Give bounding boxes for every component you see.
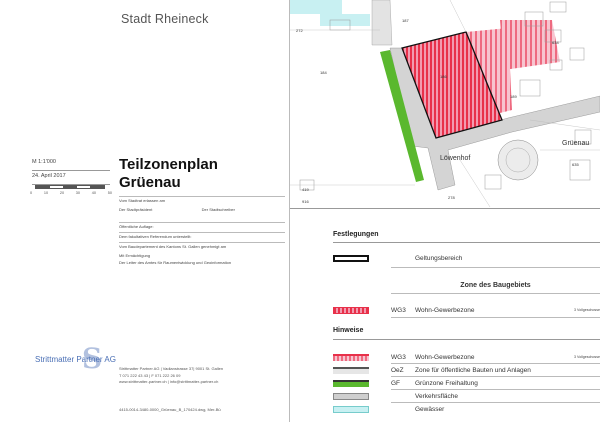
scale-bar (35, 185, 105, 189)
legend-note: 3 Vollgeschosse (574, 355, 600, 359)
plan-title (119, 156, 218, 192)
zone-code: WG3 (391, 306, 406, 314)
map-label-parcel: 278 (448, 195, 455, 200)
legend-item-oez (333, 365, 600, 375)
divider (391, 389, 600, 390)
map-label-parcel: 186 (440, 74, 447, 79)
scale-tick: 10 (43, 191, 49, 195)
company-logo-mark: S (82, 342, 103, 375)
zone-code: GF (391, 379, 401, 387)
map-label-parcel: 184 (320, 70, 327, 75)
company-line: Strittmatter Partner AG | Vadianstrasse 37| 9001 St. Gallen (119, 366, 224, 371)
company-line: www.strittmatter-partner.ch | info@strittmatter-partner.ch (119, 379, 219, 384)
sig-row (119, 242, 285, 252)
divider (333, 242, 600, 243)
legend-item-gewaesser (333, 404, 600, 414)
map-label-parcel: 187 (402, 18, 409, 23)
traffic-symbol (333, 393, 369, 400)
legend-item-hinweis-wg3 (333, 352, 600, 362)
scale-info (32, 157, 110, 185)
scale-ticks (30, 191, 112, 195)
company-logo: Strittmatter Partner AG (35, 355, 116, 364)
divider (391, 376, 600, 377)
scale-tick: 0 (30, 191, 33, 195)
gf-symbol (333, 380, 369, 387)
sig-row (119, 252, 285, 259)
sig-label: Vom Stadtrat erlassen am (119, 198, 166, 203)
divider (391, 293, 600, 294)
sig-label: Der Leiter des Amtes für Raumentwicklung und Geoinformation (119, 260, 232, 265)
sig-row (119, 206, 285, 216)
legend-label: Wohn-Gewerbezone (415, 306, 475, 314)
map-label-parcel: 635 (572, 162, 579, 167)
oez-symbol (333, 367, 369, 374)
map-label-parcel: 634 (552, 40, 559, 45)
scale-tick: 20 (59, 191, 65, 195)
legend-item-verkehr (333, 391, 600, 401)
plan-content (290, 0, 600, 422)
zone-code: WG3 (391, 353, 406, 361)
sig-label: Öffentliche Auflage: (119, 224, 154, 229)
legend-section-hinweise: Hinweise (333, 327, 364, 334)
file-reference: 4415-0014-3480-0000_Grüenau_B_170424.dwg, Mer-Bü (119, 407, 221, 412)
sig-label: Vom Baudepartement des Kantons St. Gallen genehmigt am (119, 244, 227, 249)
sig-row (119, 232, 285, 242)
zoning-map (290, 0, 600, 207)
sig-label: Der Stadtpräsident (119, 207, 153, 212)
divider (391, 317, 600, 318)
legend-subsection: Zone des Baugebiets (460, 281, 531, 289)
map-label-parcel: 916 (302, 199, 309, 204)
map-label-parcel: 189 (510, 94, 517, 99)
scale-text: M 1:1'000 (32, 157, 110, 171)
title-line-2: Grüenau (119, 174, 181, 191)
sig-label: Dem fakultativen Referendum unterstellt: (119, 234, 192, 239)
map-label-parcel: 272 (296, 28, 303, 33)
city-name: Stadt Rheineck (121, 12, 209, 26)
legend-item-gf (333, 378, 600, 388)
company-line: T 071 222 43 43 | F 071 222 26 09 (119, 372, 181, 378)
legend-label: Gewässer (415, 405, 445, 413)
legend-label: Verkehrsfläche (415, 392, 458, 400)
legend-section-festlegungen: Festlegungen (333, 231, 379, 238)
title-line-1: Teilzonenplan (119, 156, 218, 173)
legend-label: Wohn-Gewerbezone (415, 353, 475, 361)
sig-row (119, 259, 285, 269)
legend-label: Geltungsbereich (415, 254, 463, 262)
map-label-parcel: 419 (302, 187, 309, 192)
divider (333, 339, 600, 340)
sig-label: Der Stadtschreiber (201, 207, 235, 212)
sig-row (119, 196, 285, 206)
legend-item-wg3 (333, 305, 600, 315)
scale-tick: 30 (75, 191, 81, 195)
water-symbol (333, 406, 369, 413)
legend-label: Zone für öffentliche Bauten und Anlagen (415, 366, 531, 374)
date-text: 24. April 2017 (32, 171, 110, 185)
wg3-symbol (333, 307, 369, 314)
wg3-hint-symbol (333, 354, 369, 361)
signature-fields (119, 196, 285, 269)
zone-code: OeZ (391, 366, 404, 374)
divider (391, 363, 600, 364)
legend-label: Grünzone Freihaltung (415, 379, 478, 387)
boundary-symbol (333, 255, 369, 262)
map-label-area: Löwenhof (440, 155, 471, 162)
legend (290, 208, 600, 422)
title-block (0, 0, 290, 422)
divider (391, 267, 600, 268)
sig-label: Mit Ermächtigung (119, 253, 151, 258)
divider (391, 402, 600, 403)
legend-note: 3 Vollgeschosse (574, 308, 600, 312)
scale-tick: 50 (107, 191, 112, 195)
map-drawing (290, 0, 600, 207)
legend-item-geltungsbereich (333, 253, 600, 263)
company-address (119, 366, 289, 386)
map-label-street: Grüenau (562, 140, 590, 147)
scale-tick: 40 (91, 191, 96, 195)
sig-row (119, 222, 285, 232)
